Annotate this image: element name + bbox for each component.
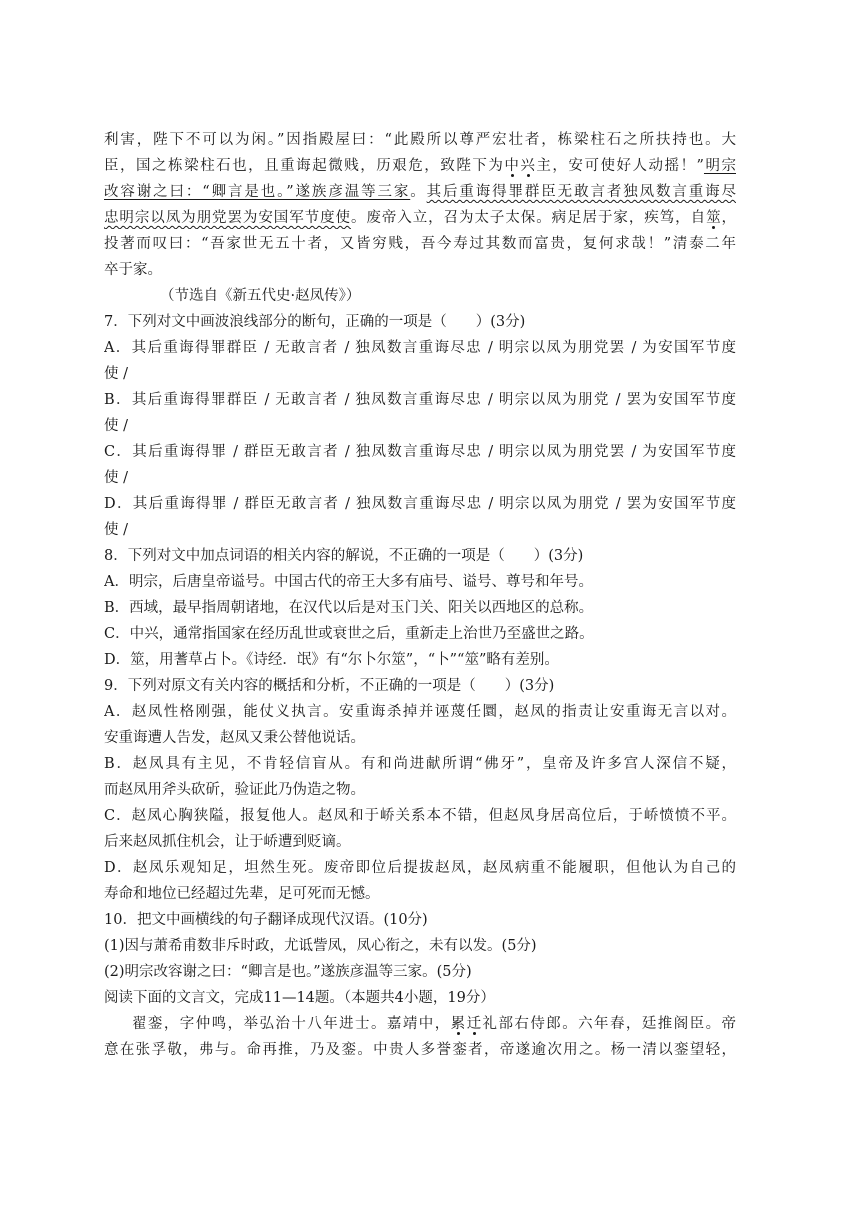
wavy-underlined-text: 忠明宗以凤为朋党罢为安国军节度使	[104, 210, 351, 226]
question-7-option-c-cont: 使 /	[104, 470, 128, 486]
underlined-sentence: 改容谢之曰：“卿言是也。”遂族彦温等三家	[104, 184, 411, 200]
question-8-option-b: B．西域，最早指周朝诸地，在汉代以后是对玉门关、阳关以西地区的总称。	[104, 600, 594, 616]
wavy-underlined-text: 其后重诲得罪群臣无敢言者独凤数言重诲尽	[426, 184, 736, 200]
dotted-word: 累	[450, 1016, 467, 1032]
dotted-word: 迁	[466, 1016, 483, 1032]
question-7-option-b: B．其后重诲得罪群臣 / 无敢言者 / 独凤数言重诲尽忠 / 明宗以凤为朋党 / 罢为安国军节度	[104, 392, 736, 408]
question-7-stem: 7．下列对文中画波浪线部分的断句，正确的一项是（ ）(3分)	[104, 314, 526, 330]
passage-line	[104, 155, 736, 177]
question-9-option-b-cont: 而赵凤用斧头砍斫，验证此乃伪造之物。	[104, 782, 365, 798]
passage-text: 投著而叹曰：“吾家世无五十者，又皆穷贱，吾今寿过其数而富贵，复何求哉！”清泰二年	[104, 236, 736, 252]
question-7-option-a-cont: 使 /	[104, 366, 128, 382]
source-citation: （节选自《新五代史·赵凤传》）	[160, 288, 361, 304]
passage-text: 。	[410, 184, 427, 200]
passage-line	[104, 181, 736, 203]
passage-text: 主，安可使好人动摇！”	[536, 158, 704, 174]
section-2-instructions: 阅读下面的文言文，完成11—14题。（本题共4小题，19分）	[104, 990, 495, 1006]
passage-text: 臣，国之栋梁柱石也，且重诲起微贱，历艰危，致陛下为	[104, 158, 505, 174]
question-7-option-d: D．其后重诲得罪 / 群臣无敢言者 / 独凤数言重诲尽忠 / 明宗以凤为朋党 / 罢为安国军节度	[104, 496, 736, 512]
dotted-word: 中	[504, 158, 521, 174]
passage-2-line	[132, 1013, 736, 1035]
question-9-option-a: A．赵凤性格刚强，能仗义执言。安重诲杀掉并诬蔑任圜，赵凤的指责让安重诲无言以对。	[104, 704, 736, 720]
question-10-sentence-2: (2)明宗改容谢之曰：“卿言是也。”遂族彦温等三家。(5分)	[104, 964, 472, 980]
question-7-option-b-cont: 使 /	[104, 418, 128, 434]
passage-2-line	[104, 1039, 736, 1061]
question-10-sentence-1: (1)因与萧希甫数非斥时政，尤诋訾凤，凤心衔之，未有以发。(5分)	[104, 938, 537, 954]
question-9-stem: 9．下列对原文有关内容的概括和分析，不正确的一项是（ ）(3分)	[104, 678, 555, 694]
question-9-option-b: B．赵凤具有主见，不肯轻信盲从。有和尚进献所谓“佛牙”，皇帝及许多宫人深信不疑，	[104, 756, 736, 772]
question-9-option-c-cont: 后来赵凤抓住机会，让于峤遭到贬谪。	[104, 834, 351, 850]
question-9-option-d: D．赵凤乐观知足，坦然生死。废帝即位后提拔赵凤，赵凤病重不能履职，但他认为自己的	[104, 860, 736, 876]
dotted-word: 筮	[706, 210, 722, 226]
passage-text: ，	[721, 210, 736, 226]
dotted-word: 兴	[520, 158, 537, 174]
passage-text: 意在张孚敬，弗与。命再推，乃及銮。中贵人多誉銮者，帝遂逾次用之。杨一清以銮望轻，	[104, 1042, 736, 1058]
question-7-option-d-cont: 使 /	[104, 522, 128, 538]
passage-line	[104, 129, 736, 151]
passage-text: 翟銮，字仲鸣，举弘治十八年进士。嘉靖中，	[132, 1016, 451, 1032]
question-7-option-a: A．其后重诲得罪群臣 / 无敢言者 / 独凤数言重诲尽忠 / 明宗以凤为朋党罢 / 为安国军节度	[104, 340, 736, 356]
passage-source	[160, 285, 720, 307]
passage-line	[104, 259, 736, 281]
question-8-option-d: D．筮，用蓍草占卜。《诗经．氓》有“尔卜尔筮”，“卜”“筮”略有差别。	[104, 652, 559, 668]
passage-text: 利害，陛下不可以为闲。”因指殿屋曰：“此殿所以尊严宏壮者，栋梁柱石之所扶持也。大	[104, 132, 736, 148]
question-10-stem: 10．把文中画横线的句子翻译成现代汉语。(10分)	[104, 912, 428, 928]
passage-text: 。废帝入立，召为太子太保。病足居于家，疾笃，自	[351, 210, 707, 226]
passage-text: 礼部右侍郎。六年春，廷推阁臣。帝	[482, 1016, 736, 1032]
question-8-stem: 8．下列对文中加点词语的相关内容的解说，不正确的一项是（ ）(3分)	[104, 548, 584, 564]
question-9-option-c: C．赵凤心胸狭隘，报复他人。赵凤和于峤关系本不错，但赵凤身居高位后，于峤愤愤不平。	[104, 808, 736, 824]
passage-text: 卒于家。	[104, 262, 162, 278]
underlined-sentence: 明宗	[703, 158, 736, 174]
passage-line	[104, 233, 736, 255]
question-8-option-a: A．明宗，后唐皇帝谥号。中国古代的帝王大多有庙号、谥号、尊号和年号。	[104, 574, 593, 590]
passage-line	[104, 207, 736, 229]
question-7-option-c: C．其后重诲得罪 / 群臣无敢言者 / 独凤数言重诲尽忠 / 明宗以凤为朋党罢 / 为安国军节度	[104, 444, 736, 460]
question-8-option-c: C．中兴，通常指国家在经历乱世或衰世之后，重新走上治世乃至盛世之路。	[104, 626, 594, 642]
question-9-option-d-cont: 寿命和地位已经超过先辈，足可死而无憾。	[104, 886, 380, 902]
question-9-option-a-cont: 安重诲遭人告发，赵凤又秉公替他说话。	[104, 730, 365, 746]
